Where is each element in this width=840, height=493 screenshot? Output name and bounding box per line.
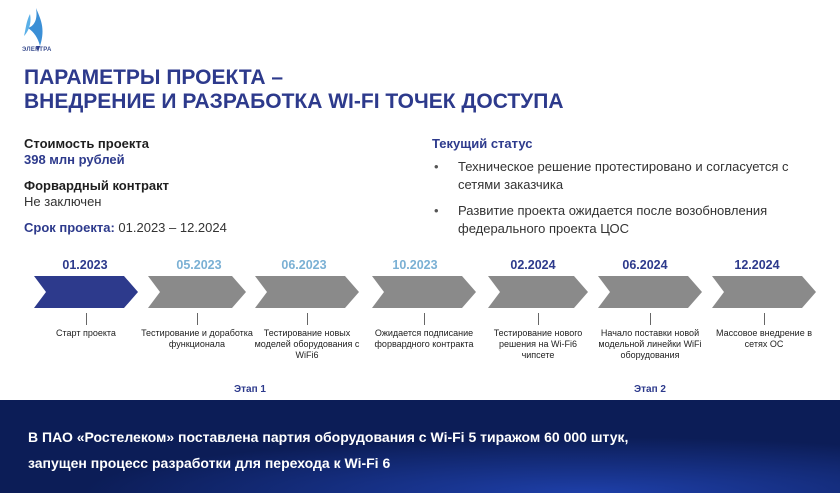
status-list xyxy=(432,158,822,238)
footer-line-2: запущен процесс разработки для перехода к Wi-Fi 6 xyxy=(28,455,391,471)
cost-value: 398 млн рублей xyxy=(24,152,125,167)
title-line-1: ПАРАМЕТРЫ ПРОЕКТА – xyxy=(24,66,284,89)
timeline-date: 01.2023 xyxy=(62,258,108,272)
term-row xyxy=(24,220,404,236)
timeline-description: Массовое внедрение в сетях ОС xyxy=(715,328,812,349)
status-item: • Развитие проекта ожидается после возобновления федерального проекта ЦОС xyxy=(432,202,822,238)
timeline-tick xyxy=(197,313,198,325)
timeline-tick xyxy=(650,313,651,325)
timeline-arrow xyxy=(488,276,588,308)
timeline-tick xyxy=(538,313,539,325)
term-value: 01.2023 – 12.2024 xyxy=(114,220,227,235)
timeline xyxy=(0,258,840,398)
timeline-tick xyxy=(86,313,87,325)
project-details xyxy=(24,136,404,236)
timeline-arrow xyxy=(712,276,816,308)
timeline-description: Старт проекта xyxy=(56,328,116,338)
timeline-tick xyxy=(764,313,765,325)
footer-line-1: В ПАО «Ростелеком» поставлена партия оборудования с Wi-Fi 5 тиражом 60 000 штук, xyxy=(28,429,629,445)
timeline-date: 06.2024 xyxy=(622,258,668,272)
status-item: • Техническое решение протестировано и согласуется с сетями заказчика xyxy=(432,158,822,194)
logo-text: ЭЛЕКТРА xyxy=(22,47,52,53)
timeline-date: 05.2023 xyxy=(176,258,222,272)
timeline-arrow xyxy=(598,276,702,308)
status-block xyxy=(432,136,822,246)
timeline-arrow xyxy=(34,276,138,308)
forward-value: Не заключен xyxy=(24,194,102,209)
timeline-date: 12.2024 xyxy=(734,258,780,272)
timeline-arrow xyxy=(372,276,476,308)
timeline-description: Начало поставки новой модельной линейки WiFi оборудования xyxy=(598,328,702,360)
timeline-description: Тестирование новых моделей оборудования с WiFi6 xyxy=(254,328,360,360)
footer-banner xyxy=(0,400,840,493)
timeline-date: 10.2023 xyxy=(392,258,438,272)
cost-label: Стоимость проекта xyxy=(24,136,149,151)
page-title xyxy=(24,66,624,114)
title-line-2: ВНЕДРЕНИЕ И РАЗРАБОТКА WI-FI ТОЧЕК ДОСТУПА xyxy=(24,90,564,113)
timeline-description: Ожидается подписание форвардного контракта xyxy=(374,328,474,349)
timeline-description: Тестирование нового решения на Wi-Fi6 чипсете xyxy=(493,328,583,360)
stage-1-label: Этап 1 xyxy=(234,384,266,395)
timeline-description: Тестирование и доработка функционала xyxy=(141,328,253,349)
timeline-date: 02.2024 xyxy=(510,258,556,272)
timeline-tick xyxy=(424,313,425,325)
term-label: Срок проекта: xyxy=(24,220,115,235)
footer-background xyxy=(0,400,840,493)
status-title: Текущий статус xyxy=(432,136,533,151)
stage-2-label: Этап 2 xyxy=(634,384,666,395)
timeline-arrow xyxy=(255,276,359,308)
forward-label: Форвардный контракт xyxy=(24,178,169,193)
timeline-tick xyxy=(307,313,308,325)
timeline-date: 06.2023 xyxy=(281,258,327,272)
timeline-arrow xyxy=(148,276,246,308)
